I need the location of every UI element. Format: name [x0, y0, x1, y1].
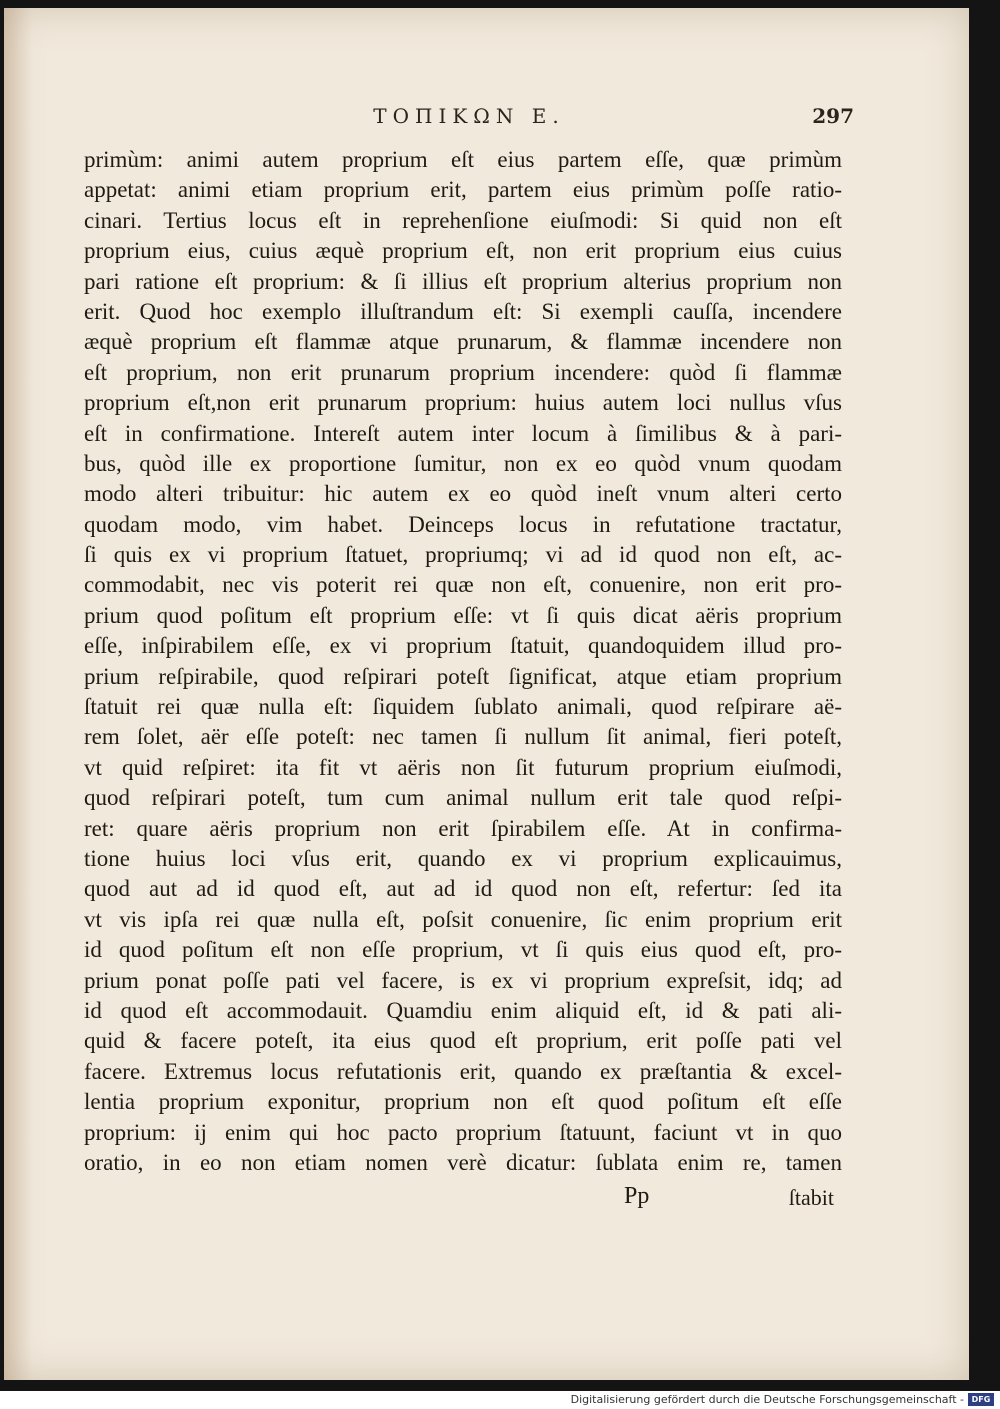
body-text — [84, 145, 842, 1178]
header-title: ΤΟΠΙΚΩΝ Ε. — [373, 104, 565, 128]
text-line: facere. Extremus locus refutationis erit, quando ex præſtantia & excel- — [84, 1058, 842, 1084]
text-line: vt quid reſpiret: ita fit vt aëris non ſit futurum proprium eiuſmodi, — [84, 754, 842, 780]
page-number: 297 — [812, 104, 854, 128]
text-line: cinari. Tertius locus eſt in reprehenſione eiuſmodi: Si quid non eſt — [84, 207, 842, 233]
digitization-footer — [0, 1392, 1000, 1409]
running-header — [84, 104, 854, 138]
text-line: ret: quare aëris proprium non erit ſpirabilem eſſe. At in confirma- — [84, 815, 842, 841]
text-line: primùm: animi autem proprium eſt eius partem eſſe, quæ primùm — [84, 147, 842, 172]
signature-mark: Pp — [624, 1183, 650, 1209]
text-line: quod aut ad id quod eſt, aut ad id quod non eſt, refertur: ſed ita — [84, 876, 842, 902]
text-line: tione huius loci vſus erit, quando ex vi proprium explicauimus, — [84, 845, 842, 871]
text-line: prium quod poſitum eſt proprium eſſe: vt ſi quis dicat aëris proprium — [84, 602, 842, 628]
text-line: eſt proprium, non erit prunarum proprium incendere: quòd ſi flammæ — [84, 359, 842, 385]
text-line: lentia proprium exponitur, proprium non eſt quod poſitum eſt eſſe — [84, 1089, 842, 1115]
text-line: pari ratione eſt proprium: & ſi illius eſt proprium alterius proprium non — [84, 268, 842, 294]
text-line: prium reſpirabile, quod reſpirari poteſt ſignificat, atque etiam proprium — [84, 663, 842, 689]
text-line: appetat: animi etiam proprium erit, partem eius primùm poſſe ratio- — [84, 177, 842, 203]
page-edge-stain — [4, 8, 32, 1380]
text-line: vt vis ipſa rei quæ nulla eſt, poſsit conuenire, ſic enim proprium erit — [84, 906, 842, 932]
text-line: proprium eſt,non erit prunarum proprium: huius autem loci nullus vſus — [84, 390, 842, 416]
text-line: modo alteri tribuitur: hic autem ex eo quòd ineſt vnum alteri certo — [84, 481, 842, 507]
text-line: quodam modo, vim habet. Deinceps locus in refutatione tractatur, — [84, 511, 842, 537]
text-line: ſtatuit rei quæ nulla eſt: ſiquidem ſublato animali, quod reſpirare aë- — [84, 694, 842, 720]
text-line: oratio, in eo non etiam nomen verè dicatur: ſublata enim re, tamen — [84, 1149, 842, 1175]
footer-credit: Digitalisierung gefördert durch die Deutsche Forschungsgemeinschaft - — [570, 1393, 964, 1406]
text-line: rem ſolet, aër eſſe poteſt: nec tamen ſi nullum ſit animal, fieri poteſt, — [84, 724, 842, 750]
catchword: ſtabit — [788, 1185, 834, 1210]
text-line: quid & facere poteſt, ita eius quod eſt proprium, erit poſſe pati vel — [84, 1028, 842, 1054]
text-line: id quod eſt accommodauit. Quamdiu enim aliquid eſt, id & pati ali- — [84, 997, 842, 1023]
text-line: proprium eius, cuius æquè proprium eſt, non erit proprium eius cuius — [84, 238, 842, 264]
text-line: commodabit, nec vis poterit rei quæ non eſt, conuenire, non erit pro- — [84, 572, 842, 598]
text-line: erit. Quod hoc exemplo illuſtrandum eſt: Si exempli cauſſa, incendere — [84, 298, 842, 324]
text-line: ſi quis ex vi proprium ſtatuet, propriumq; vi ad id quod non eſt, ac- — [84, 542, 842, 568]
text-line: proprium: ij enim qui hoc pacto proprium ſtatuunt, faciunt vt in quo — [84, 1119, 842, 1145]
text-line: prium ponat poſſe pati vel facere, is ex vi proprium expreſsit, idq; ad — [84, 967, 842, 993]
dfg-logo: DFG — [968, 1393, 994, 1406]
text-line: eſt in confirmatione. Intereſt autem inter locum à ſimilibus & à pari- — [84, 420, 842, 446]
text-line: id quod poſitum eſt non eſſe proprium, vt ſi quis eius quod eſt, pro- — [84, 937, 842, 963]
text-line: eſſe, inſpirabilem eſſe, ex vi proprium ſtatuit, quandoquidem illud pro- — [84, 633, 842, 659]
book-page — [4, 8, 969, 1380]
text-line: bus, quòd ille ex proportione ſumitur, non ex eo quòd vnum quodam — [84, 450, 842, 476]
text-line: quod reſpirari poteſt, tum cum animal nullum erit tale quod reſpi- — [84, 785, 842, 811]
text-line: æquè proprium eſt flammæ atque prunarum, & flammæ incendere non — [84, 329, 842, 355]
